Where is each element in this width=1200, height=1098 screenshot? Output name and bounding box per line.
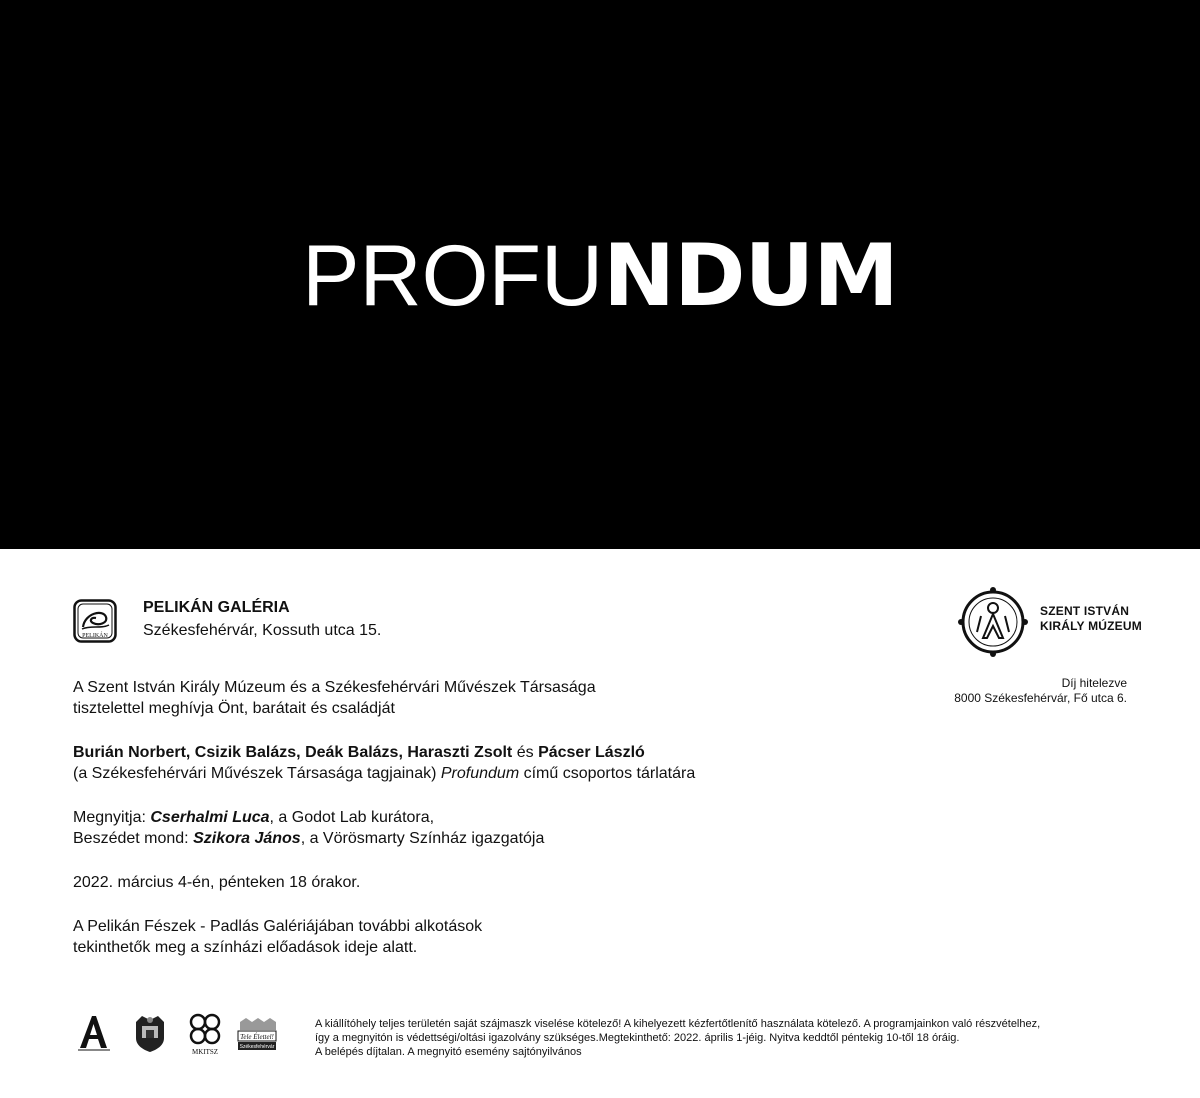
exhibition-name: Profundum xyxy=(440,765,520,782)
svg-text:MKITSZ: MKITSZ xyxy=(191,1048,219,1056)
letter-a-logo-icon xyxy=(76,1012,112,1054)
mkitsz-logo-icon xyxy=(186,1012,224,1056)
artists-names: Burián Norbert, Csizik Balázs, Deák Balázs, Haraszti Zsolt xyxy=(73,744,513,761)
event-date: 2022. március 4-én, pénteken 18 órakor. xyxy=(73,874,361,891)
invitation-intro: A Szent István Király Múzeum és a Székesfehérvári Művészek Társasága tisztelettel meghívja Önt, barátait és családját xyxy=(73,679,596,717)
artist-last: Pácser László xyxy=(538,744,645,761)
health-notice: A kiállítóhely teljes területén saját szájmaszk viselése kötelező! A kihelyezett kézfertőtlenítő használata kötelező. A programjainkon való részvételhez, így a megnyitón is védettségi/oltási igazolvány szükséges.Megtekinthető: 2022. április 1-jéig. Nyitva keddtől péntekig 10-től 18 óráig. A belépés díjtalan. A megnyitó esemény sajtónyilvános xyxy=(315,1018,1041,1058)
tele-elettel-logo-icon xyxy=(236,1016,278,1052)
svg-text:Tele Élettel!: Tele Élettel! xyxy=(240,1033,274,1041)
opening-paragraph: Megnyitja: Cserhalmi Luca, a Godot Lab kurátora, Beszédet mond: Szikora János, a Vörösmarty Színház igazgatója xyxy=(73,809,545,847)
city-crest-icon xyxy=(130,1012,170,1054)
gallery-name: PELIKÁN GALÉRIA xyxy=(143,599,290,616)
postage-note: Díj hitelezve 8000 Székesfehérvár, Fő utca 6. xyxy=(954,676,1127,705)
invitation-text xyxy=(73,677,853,981)
title-light-part: PROFU xyxy=(302,228,604,324)
gallery-address: Székesfehérvár, Kossuth utca 15. xyxy=(143,622,382,639)
opener-name: Cserhalmi Luca xyxy=(150,809,270,826)
museum-name: SZENT ISTVÁN KIRÁLY MÚZEUM xyxy=(1040,604,1142,633)
speaker-name: Szikora János xyxy=(193,830,301,847)
svg-text:PELIKÁN: PELIKÁN xyxy=(82,633,108,639)
title-bold-part: NDUM xyxy=(603,226,898,326)
extra-info: A Pelikán Fészek - Padlás Galériájában további alkotások tekinthetők meg a színházi előadások ideje alatt. xyxy=(73,918,483,956)
svg-text:Székesfehérvár: Székesfehérvár xyxy=(239,1044,275,1050)
museum-logo-icon xyxy=(957,586,1029,658)
pelikan-logo-icon xyxy=(73,599,117,643)
exhibition-title xyxy=(0,228,1200,324)
artists-paragraph: Burián Norbert, Csizik Balázs, Deák Balázs, Haraszti Zsolt és Pácser László (a Székesfehérvári Művészek Társasága tagjainak) Profundum című csoportos tárlatára xyxy=(73,744,696,782)
